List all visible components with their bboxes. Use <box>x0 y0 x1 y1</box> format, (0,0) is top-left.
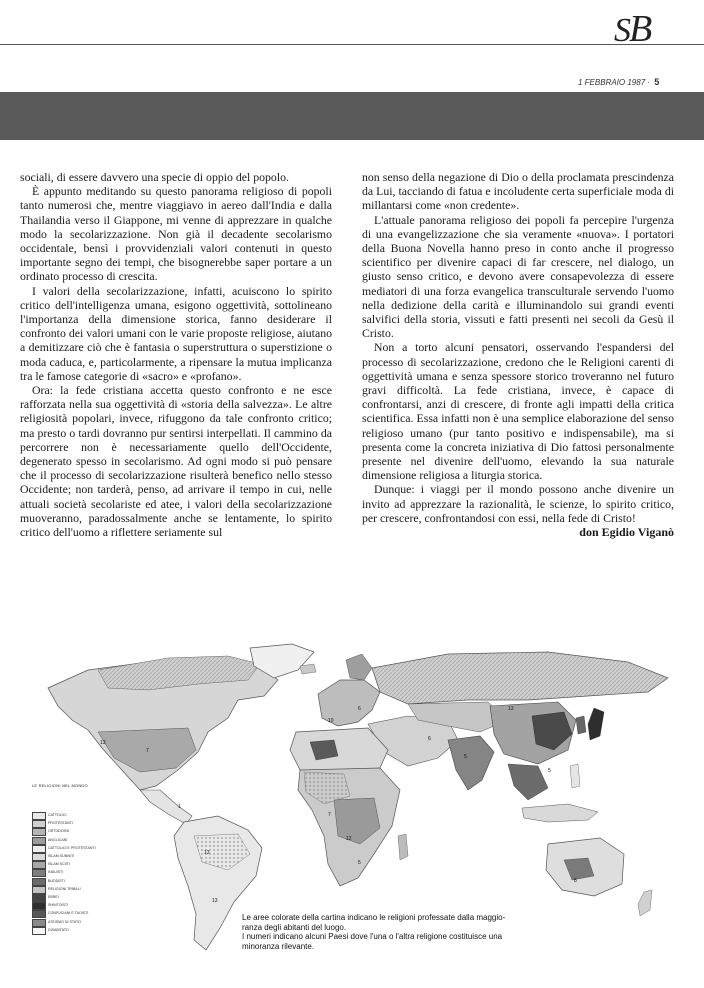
region-indonesia <box>522 804 598 822</box>
legend-label: EBREI <box>48 895 59 899</box>
region-scandinavia <box>346 654 372 680</box>
region-central-america <box>140 790 192 824</box>
paragraph: Ora: la fede cristiana accetta questo confronto e ne esce rafforzata nella sua oggettività di «storia della salvezza». Le altre religiosità popolari, invece, rifuggono da tale confronto critico; ma presto o tardi dovranno pur sentirsi interpellati. Il cammino da percorrere non è necessariamente quello dell'Occidente, degenerato spesso in secolarismo. Ad ogni modo si può pensare che il processo di secolarizzazione risulterà benefico nello stesso Occidente; non tarderà, penso, ad arrivare il tempo in cui, nelle attuali società secolariste ed atee, i valori della secolarizzazione muoveranno, paradossalmente anche se lentamente, lo spirito critico dell'uomo a riflettere seriamente sul <box>20 383 332 540</box>
legend-label: ISLAM SCIITI <box>48 862 70 867</box>
map-legend-item <box>32 919 142 926</box>
map-legend-item <box>32 853 142 860</box>
map-legend-item <box>32 869 142 876</box>
legend-swatch <box>32 828 46 836</box>
legend-swatch <box>32 820 46 828</box>
paragraph: Non a torto alcuni pensatori, osservando l'espandersi del processo di secolarizzazione, credono che le Religioni carenti di oggettività umana e senza spessore storico troveranno nel futuro gravi difficoltà. La fede cristiana, invece, è capace di confrontarsi, anzi di crescere, di fronte agli impatti della critica scientifica. Essa infatti non è una semplice elaborazione del senso religioso umano (pur tanto positivo e indispensabile), ma si presenta come la concreta iniziativa di Dio fattosi personalmente presente nel divenire dell'uomo, elevando la sua naturale dimensione religiosa a liturgia storica. <box>362 340 674 483</box>
legend-swatch <box>32 919 46 927</box>
article-right-column <box>362 170 674 539</box>
legend-label: RELIGIONI TRIBALI <box>48 886 81 891</box>
map-number-label: 13 <box>508 706 514 712</box>
map-number-label: 10 <box>328 718 334 724</box>
legend-swatch <box>32 853 46 861</box>
paragraph: L'attuale panorama religioso dei popoli fa percepire l'urgenza di una evangelizzazione che sia veramente «nuova». I portatori della Buona Novella hanno preso in conto anche il progresso scientifico per divenire capaci di far crescere, nel dialogo, un giusto senso critico, e devono avere consapevolezza di essere mediatori di una forza evangelica transculturale servendo l'uomo nella dedizione della carità e illuminandolo sui grandi eventi salvifici della storia, vissuti e fatti presenti nei secoli da Gesù il Cristo. <box>362 212 674 341</box>
map-number-label: 5 <box>464 754 467 760</box>
caption-line: minoranza rilevante. <box>242 941 315 951</box>
caption-line: I numeri indicano alcuni Paesi dove l'una o l'altra religione costituisce una <box>242 932 503 941</box>
region-southeast-asia <box>508 764 548 800</box>
article-left-column <box>20 170 332 539</box>
map-legend-item <box>32 837 142 844</box>
legend-swatch <box>32 886 46 894</box>
legend-swatch <box>32 837 46 845</box>
legend-swatch <box>32 878 46 886</box>
region-korea <box>576 716 586 734</box>
legend-swatch <box>32 812 46 820</box>
paragraph: Dunque: i viaggi per il mondo possono anche divenire un invito ad apprezzare la razionalità, le scienze, lo spirito critico, per crescere, confrontandosi con essi, nella fede di Cristo! <box>362 482 674 525</box>
page-number: 5 <box>654 77 660 87</box>
region-philippines <box>570 764 580 788</box>
map-number-label: 13 <box>212 898 218 904</box>
legend-label: ORTODOSSI <box>48 829 70 834</box>
legend-swatch <box>32 861 46 869</box>
legend-swatch <box>32 845 46 853</box>
legend-label: PROTESTANTI <box>48 821 73 826</box>
paragraph: I valori della secolarizzazione, infatti, acuiscono lo spirito critico dell'intelligenza umana, esigono oggettività, sottolineano l'importanza della dimensione storica, fanno desiderare il confronto dei valori umani con le varie proposte religiose, aiutano a demitizzare ciò che è fantasia o superstruttura o superstizione o moda caduca, e, particolarmente, a ripensare la mutua implicanza tra le famose categorie di «sacro» e «profano». <box>20 283 332 383</box>
map-legend-item <box>32 828 142 835</box>
legend-label: CATTOLICI E PROTESTANTI <box>48 845 96 850</box>
legend-swatch <box>32 902 46 910</box>
region-india <box>448 736 494 790</box>
legend-swatch <box>32 894 46 902</box>
map-number-label: 5 <box>548 768 551 774</box>
paragraph: sociali, di essere davvero una specie di oppio del popolo. <box>20 170 289 184</box>
legend-swatch <box>32 869 46 877</box>
legend-label: ATEISMO DI STATO <box>48 919 81 924</box>
map-legend-item <box>32 820 142 827</box>
map-number-label: 6 <box>358 706 361 712</box>
gray-header-band <box>0 92 704 140</box>
map-number-label: 6 <box>428 736 431 742</box>
paragraph: È appunto meditando su questo panorama religioso di popoli tanto numerosi che, mentre viaggiavo in aereo dall'India e dalla Thailandia verso il Giappone, mi venne di apprezzare in qualche modo la secolarizzazione. Non già il decadente secolarismo occidentale, bensì i provvidenziali valori contenuti in questo importante segno dei tempi, che bisognerebbe saper portare a un ordinato processo di crescita. <box>20 184 332 284</box>
map-number-label: 7 <box>146 748 149 754</box>
paragraph: non senso della negazione di Dio o della proclamata prescindenza da Lui, tacciando di fatua e incoludente certa superficiale moda di millantarsi come «non credente». <box>362 170 674 213</box>
legend-label: ANGLICANI <box>48 837 68 842</box>
map-number-label: 13 <box>204 850 210 856</box>
author-signature: don Egidio Viganò <box>579 525 674 540</box>
issue-dateline <box>578 77 659 87</box>
legend-label: CATTOLICI <box>48 813 67 817</box>
caption-line: ranza degli abitanti del luogo. <box>242 922 347 932</box>
caption-line: Le aree colorate della cartina indicano le religioni professate dalla maggio- <box>242 913 506 922</box>
map-number-label: 8 <box>574 878 577 884</box>
map-number-label: 12 <box>346 836 352 842</box>
legend-label: DISABITATO <box>48 927 69 932</box>
map-legend-item <box>32 894 142 901</box>
map-legend-item <box>32 812 142 819</box>
magazine-logo: SB <box>614 8 651 50</box>
map-number-label: 7 <box>328 812 331 818</box>
legend-label: SHINTOISTI <box>48 903 69 908</box>
legend-label: CONFUCIANI E TAOISTI <box>48 911 89 916</box>
map-legend-title: LE RELIGIONI NEL MONDO <box>32 783 88 788</box>
legend-swatch <box>32 910 46 918</box>
legend-label: ISLAM SUNNITI <box>48 854 75 858</box>
legend-label: INDUISTI <box>48 870 64 875</box>
map-legend-item <box>32 927 142 934</box>
map-legend-item <box>32 878 142 885</box>
separator: · <box>647 78 651 87</box>
map-legend-item <box>32 845 142 852</box>
region-new-zealand <box>638 890 652 916</box>
region-madagascar <box>398 834 408 860</box>
map-legend-item <box>32 902 142 909</box>
map-legend-item <box>32 861 142 868</box>
map-caption <box>242 913 562 951</box>
region-north-asia <box>372 652 668 704</box>
map-number-label: 5 <box>358 860 361 866</box>
map-number-label: 13 <box>100 740 106 746</box>
legend-label: BUDDISTI <box>48 878 65 883</box>
header-rule <box>0 44 704 45</box>
region-iceland <box>300 664 316 674</box>
map-legend-item <box>32 910 142 917</box>
legend-swatch <box>32 927 46 935</box>
map-legend-item <box>32 886 142 893</box>
region-japan <box>588 708 604 740</box>
issue-date: 1 FEBBRAIO 1987 <box>578 78 646 87</box>
map-number-label: 1 <box>178 804 181 810</box>
